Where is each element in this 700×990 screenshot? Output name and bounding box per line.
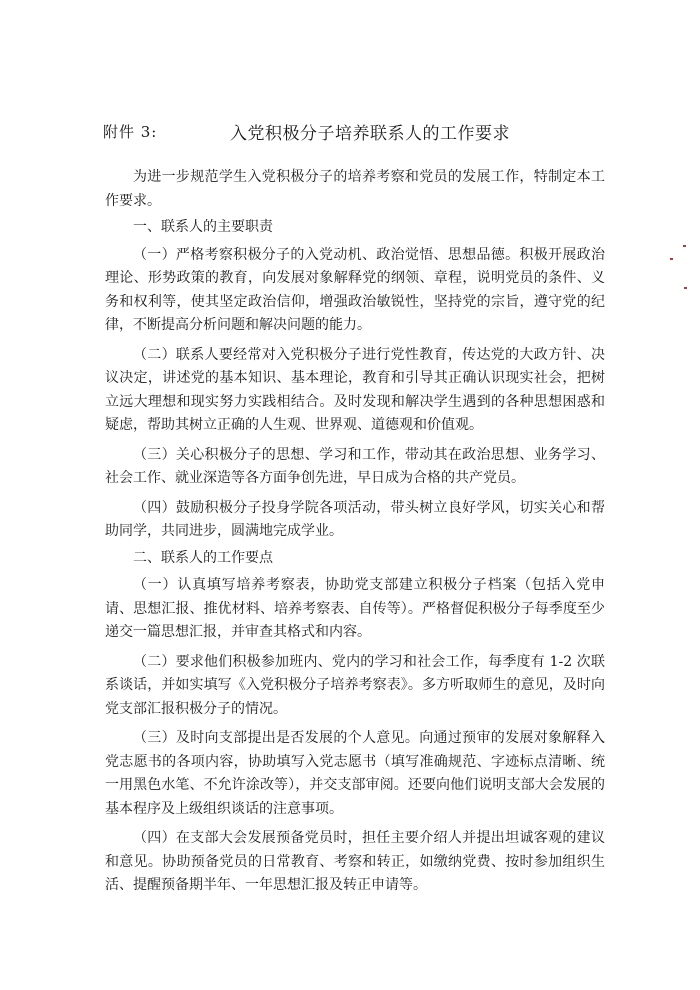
document-body: [105, 166, 605, 904]
attachment-label: 附件 3:: [103, 123, 158, 141]
intro-paragraph: 为进一步规范学生入党积极分子的培养考察和党员的发展工作，特制定本工作要求。: [105, 169, 605, 209]
task-item-4: （四）在支部大会发展预备党员时，担任主要介绍人并提出坦诚客观的建议和意见。协助预备党员的日常教育、考察和转正，如缴纳党费、按时参加组织生活、提醒预备期半年、一年思想汇报及转正申请等。: [105, 830, 605, 893]
section-heading-tasks: 二、联系人的工作要点: [133, 549, 273, 566]
duty-item-1: （一）严格考察积极分子的入党动机、政治觉悟、思想品德。积极开展政治理论、形势政策的教育，向发展对象解释党的纲领、章程，说明党员的条件、义务和权利等，使其坚定政治信仰，增强政治敏锐性，坚持党的宗旨，遵守党的纪律，不断提高分析问题和解决问题的能力。: [105, 246, 605, 333]
task-item-1: （一）认真填写培养考察表，协助党支部建立积极分子档案（包括入党申请、思想汇报、推优材料、培养考察表、自传等）。严格督促积极分子每季度至少递交一篇思想汇报，并审查其格式和内容。: [105, 577, 605, 640]
duty-item-4: （四）鼓励积极分子投身学院各项活动，带头树立良好学风，切实关心和帮助同学，共同进步，圆满地完成学业。: [105, 499, 605, 539]
duty-item-3: （三）关心积极分子的思想、学习和工作，带动其在政治思想、业务学习、社会工作、就业深造等各方面争创先进，早日成为合格的共产党员。: [105, 446, 605, 486]
task-item-2: （二）要求他们积极参加班内、党内的学习和社会工作，每季度有 1-2 次联系谈话，并如实填写《入党积极分子培养考察表》。多方听取师生的意见，及时向党支部汇报积极分子的情况。: [105, 653, 605, 717]
duty-item-2: （二）联系人要经常对入党积极分子进行党性教育，传达党的大政方针、决议决定，讲述党的基本知识、基本理论，教育和引导其正确认识现实社会，把树立远大理想和现实努力实践相结合。及时发现和解决学生遇到的各种思想困惑和疑虑，帮助其树立正确的人生观、世界观、道德观和价值观。: [105, 346, 605, 433]
task-item-3: （三）及时向支部提出是否发展的个人意见。向通过预审的发展对象解释入党志愿书的各项内容，协助填写入党志愿书（填写准确规范、字迹标点清晰、统一用黑色水笔、不允许涂改等），并交支部审阅。还要向他们说明支部大会发展的基本程序及上级组织谈话的注意事项。: [105, 730, 605, 817]
scan-mark: [683, 245, 686, 247]
document-title: 入党积极分子培养联系人的工作要求: [230, 124, 510, 144]
scan-mark: [670, 258, 673, 260]
scan-mark: [684, 287, 687, 289]
section-heading-duties: 一、联系人的主要职责: [133, 219, 273, 235]
